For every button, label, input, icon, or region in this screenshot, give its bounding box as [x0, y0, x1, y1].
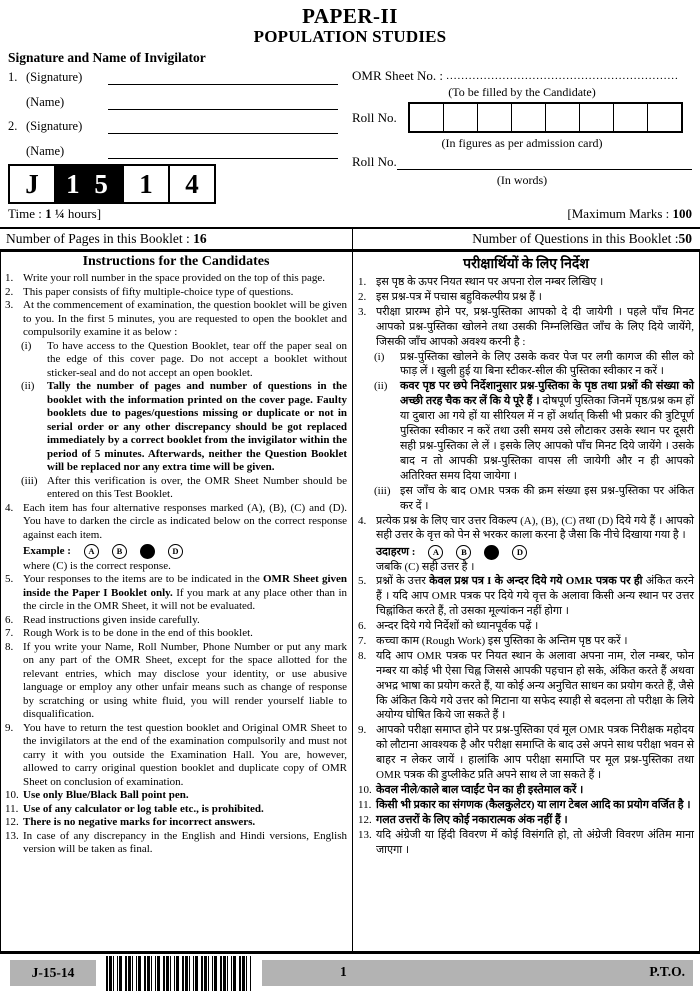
omr-sheet-no-row [352, 68, 692, 84]
item-text: This paper consists of fifty multiple-choice type of questions. [23, 285, 294, 298]
instruction-item [21, 340, 347, 381]
roll-digit-box[interactable] [647, 104, 681, 131]
item-number: 5. [5, 573, 14, 585]
invigilator-name-2 [8, 144, 338, 159]
invigilator-name-1 [8, 95, 338, 110]
item-number: 3. [358, 305, 367, 318]
instruction-item [358, 723, 694, 783]
row-label: (Name) [26, 95, 65, 109]
instructions-list-english [5, 272, 347, 857]
booklet-code-footer: J-15-14 [10, 960, 96, 986]
subject-title: POPULATION STUDIES [253, 27, 447, 46]
instructions-title-english: Instructions for the Candidates [82, 254, 270, 269]
item-number: (i) [21, 339, 32, 352]
instruction-item [358, 798, 694, 813]
instruction-item [358, 574, 694, 619]
instruction-item [358, 290, 694, 305]
item-number: 8. [358, 649, 367, 662]
item-text: There is no negative marks for incorrect answers. [23, 816, 256, 828]
instruction-item [358, 813, 694, 828]
item-number: 5. [358, 575, 367, 588]
instructions-list-hindi [358, 275, 694, 858]
footer-page-strip [262, 960, 693, 986]
item-text: केवल नीले/काले बाल प्वाईंट पेन का ही इस्तेमाल करें । [376, 784, 584, 796]
instruction-item [5, 286, 347, 300]
item-number: 13. [358, 828, 372, 841]
item-text: Read instructions given inside carefully. [23, 613, 200, 626]
item-number: 9. [5, 721, 14, 734]
item-number: 2. [5, 285, 14, 298]
item-text: In case of any discrepancy in the English and Hindi versions, English version will be taken as final. [23, 829, 347, 855]
instruction-item [5, 502, 347, 543]
item-number: 7. [358, 634, 367, 647]
omr-sheet-label: OMR Sheet No. : [352, 68, 443, 83]
roll-words-line[interactable] [397, 155, 692, 170]
answer-option-circle: D [168, 544, 183, 559]
answer-option-circle: A [84, 544, 99, 559]
instruction-item [358, 619, 694, 634]
example-note: जबकि (C) सही उत्तर है । [376, 561, 475, 574]
example-row [376, 544, 694, 560]
instruction-item [358, 305, 694, 350]
instruction-item [374, 350, 694, 380]
invigilator-signature-2 [8, 119, 338, 134]
header-section [0, 0, 700, 252]
row-label: (Signature) [26, 70, 83, 84]
questions-count: Number of Questions in this Booklet : 50 [352, 229, 700, 249]
row-number: 1. [8, 70, 18, 84]
instruction-item [358, 783, 694, 798]
roll-digit-box[interactable] [443, 104, 477, 131]
roll-figures-note: (In figures as per admission card) [441, 136, 603, 150]
name-line[interactable] [108, 95, 338, 110]
item-text: कच्चा काम (Rough Work) इस पुस्तिका के अन्तिम पृष्ठ पर करें । [376, 634, 628, 647]
item-number: 11. [358, 798, 372, 811]
instructions-title-hindi: परीक्षार्थियों के लिए निर्देश [463, 257, 589, 272]
instruction-item [21, 380, 347, 475]
row-label: (Signature) [26, 119, 83, 133]
signature-line[interactable] [108, 119, 338, 134]
instruction-item [5, 803, 347, 817]
roll-digit-box[interactable] [477, 104, 511, 131]
roll-no-words-row [352, 154, 692, 170]
row-label: (Name) [26, 144, 65, 158]
instruction-item [5, 641, 347, 722]
item-text: Your responses to the items are to be indicated in the OMR Sheet given inside the Paper I Booklet only. If you mark at any place other than in the circle in the OMR Sheet, it will not be evaluated. [23, 573, 348, 612]
item-number: 10. [5, 789, 19, 801]
roll-digit-box[interactable] [511, 104, 545, 131]
item-number: 4. [358, 514, 367, 527]
item-number: 6. [5, 613, 14, 626]
instruction-item [5, 627, 347, 641]
filled-answer-circle [484, 545, 499, 560]
item-number: 10. [358, 784, 372, 796]
item-text: परीक्षा प्रारम्भ होने पर, प्रश्न-पुस्तिका आपको दे दी जायेगी । पहले पाँच मिनट आपको प्रश्न-पुस्तिका खोलने तथा उसकी निम्नलिखित जाँच के लिए दिये जायेंगे, जिसकी जाँच आपको अवश्य करनी है : [376, 305, 694, 348]
instruction-item [5, 789, 347, 803]
item-number: (ii) [374, 380, 388, 393]
roll-words-note: (In words) [496, 173, 548, 187]
code-cell: 4 [168, 166, 214, 202]
omr-note: (To be filled by the Candidate) [448, 85, 596, 99]
example-label: Example : [23, 545, 71, 557]
code-cell: 1 [122, 166, 168, 202]
item-text: गलत उत्तरों के लिए कोई नकारात्मक अंक नहीं हैं । [376, 813, 568, 826]
answer-option-circle: B [456, 545, 471, 560]
pto-label: P.T.O. [649, 964, 685, 979]
roll-digit-box[interactable] [545, 104, 579, 131]
instruction-item [358, 634, 694, 649]
item-text: Use only Blue/Black Ball point pen. [23, 789, 189, 801]
maximum-marks: [Maximum Marks : 100 [567, 206, 692, 221]
item-number: (ii) [21, 380, 35, 392]
barcode [106, 956, 252, 991]
roll-no-label: Roll No. [352, 109, 397, 125]
answer-option-circle: A [428, 545, 443, 560]
answer-option-circle: B [112, 544, 127, 559]
item-number: 7. [5, 627, 14, 639]
item-number: (iii) [374, 484, 391, 497]
instruction-item [374, 379, 694, 483]
row-number: 2. [8, 119, 18, 133]
code-cell: 1 5 [54, 166, 122, 202]
footer-bar [0, 956, 700, 992]
item-number: 2. [358, 290, 367, 303]
item-number: 13. [5, 829, 19, 842]
answer-option-circle: D [512, 545, 527, 560]
roll-number-boxes [408, 102, 683, 133]
item-number: (iii) [21, 474, 38, 487]
item-number: 3. [5, 299, 14, 311]
item-text: To have access to the Question Booklet, tear off the paper seal on the edge of this cover page. Do not accept a booklet without sticker-seal and do not accept an open booklet. [47, 339, 347, 379]
item-number: 11. [5, 802, 19, 815]
instructions-english-column [1, 252, 353, 951]
item-text: प्रत्येक प्रश्न के लिए चार उत्तर विकल्प (A), (B), (C) तथा (D) दिये गये हैं । आपको सही उत्तर के वृत्त को पेन से भरकर काला करना है जैसा कि नीचे दिखाया गया है । [376, 514, 694, 542]
item-text: किसी भी प्रकार का संगणक (कैलकुलेटर) या लाग टेबल आदि का प्रयोग वर्जित है । [376, 798, 691, 811]
instruction-item [21, 475, 347, 502]
item-text: आपको परीक्षा समाप्त होने पर प्रश्न-पुस्तिका एवं मूल OMR पत्रक निरीक्षक महोदय को लौटाना आवश्यक है और परीक्षा समाप्ति के बाद उसे अपने साथ परीक्षा भवन से बाहर न लेकर जायें । हालांकि आप परीक्षा समाप्ति पर मूल प्रश्न-पुस्तिका तथा OMR पत्रक की डुप्लीकेट प्रति अपने साथ ले जा सकते हैं । [376, 724, 694, 782]
item-number: 9. [358, 724, 367, 737]
example-row [23, 543, 347, 559]
item-number: 4. [5, 501, 14, 514]
instruction-item [358, 275, 694, 290]
roll-digit-box[interactable] [410, 104, 443, 131]
instruction-item [358, 649, 694, 724]
page-number: 1 [340, 964, 347, 979]
item-text: कवर पृष्ठ पर छपे निर्देशानुसार प्रश्न-पुस्तिका के पृष्ठ तथा प्रश्नों की संख्या को अच्छी तरह चैक कर लें कि ये पूरे हैं । दोषपूर्ण पुस्तिका जिनमें पृष्ठ/प्रश्न कम हों या दुबारा आ गये हों या सीरियल में न हों अर्थात् किसी भी प्रकार की त्रुटिपूर्ण पुस्तिका स्वीकार न करें तथा उसी समय उसे लौटाकर उसके स्थान पर दूसरी सही प्रश्न-पुस्तिका ले लें । इसके लिए आपको पाँच मिनट दिये जायेंगे । उसके बाद न तो आपकी प्रश्न-पुस्तिका वापस ली जायेगी और न ही आपको अतिरिक्त समय दिया जायेगा । [400, 380, 694, 482]
instruction-item [5, 816, 347, 830]
item-text: You have to return the test question booklet and Original OMR Sheet to the invigilators at the end of the examination compulsorily and must not carry it with you outside the Examination Hall. You are, however, allowed to carry original question booklet and duplicate copy of OMR Sheet on conclusion of examination. [23, 721, 347, 788]
item-number: 12. [5, 816, 19, 828]
booklet-code-box [8, 164, 216, 204]
item-text: यदि आप OMR पत्रक पर नियत स्थान के अलावा अपना नाम, रोल नम्बर, फोन नम्बर या कोई भी ऐसा चिह्न जिससे आपकी पहचान हो सके, अंकित करते हैं अथवा अभद्र भाषा का प्रयोग करते हैं, या कोई अन्य अनुचित साधन का प्रयोग करते हैं, जैसे कि अंकित किये गये उत्तर को मिटाना या सफेद स्याही से बदलना तो परीक्षा के लिये अयोग्य घोषित किये जा सकते हैं । [376, 649, 694, 722]
item-text: इस जाँच के बाद OMR पत्रक की क्रम संख्या इस प्रश्न-पुस्तिका पर अंकित कर दें । [400, 484, 694, 512]
instruction-item [5, 830, 347, 857]
filled-answer-circle [140, 544, 155, 559]
item-text: Use of any calculator or log table etc., is prohibited. [23, 802, 264, 815]
item-text: At the commencement of examination, the question booklet will be given to you. In the first 5 minutes, you are requested to open the booklet and compulsorily examine it as below : [23, 299, 347, 338]
name-line[interactable] [108, 144, 338, 159]
roll-no-figures-row [352, 102, 692, 133]
invigilator-signature-1 [8, 70, 338, 85]
item-text: इस प्रश्न-पत्र में पचास बहुविकल्पीय प्रश्न हैं । [376, 290, 542, 303]
item-text: After this verification is over, the OMR Sheet Number should be entered on this Test Booklet. [47, 474, 347, 500]
item-number: 6. [358, 620, 367, 633]
signature-line[interactable] [108, 70, 338, 85]
instruction-item [5, 722, 347, 790]
roll-no-words-label: Roll No. [352, 154, 397, 169]
invigilator-heading: Signature and Name of Invigilator [8, 50, 206, 65]
item-text: इस पृष्ठ के ऊपर नियत स्थान पर अपना रोल नम्बर लिखिए । [376, 276, 604, 288]
item-text: Each item has four alternative responses marked (A), (B), (C) and (D). You have to darken the circle as indicated below on the correct response against each item. [23, 501, 347, 541]
time-allowed: Time : 1 ¼ hours] [8, 206, 102, 221]
code-cell: J [25, 168, 39, 199]
item-number: 8. [5, 640, 14, 653]
item-number: (i) [374, 350, 385, 363]
roll-digit-box[interactable] [579, 104, 613, 131]
item-number: 1. [5, 272, 14, 284]
instruction-item [5, 272, 347, 286]
item-text: Tally the number of pages and number of questions in the booklet with the information printed on the cover page. Faulty booklets due to pages/questions missing or duplicate or not in serial order or any other discrepancy should be got replaced immediately by a correct booklet from the invigilator within the period of 5 minutes. Afterwards, neither the Question Booklet will be replaced nor any extra time will be given. [47, 380, 347, 473]
pages-count: Number of Pages in this Booklet : 16 [6, 231, 207, 246]
instruction-item [374, 484, 694, 514]
item-text: अन्दर दिये गये निर्देशों को ध्यानपूर्वक पढ़ें । [376, 620, 539, 633]
item-text: प्रश्नों के उत्तर केवल प्रश्न पत्र I के अन्दर दिये गये OMR पत्रक पर ही अंकित करने हैं । यदि आप OMR पत्रक पर दिये गये वृत्त के अलावा किसी अन्य स्थान पर उत्तर चिह्नांकित करते हैं, तो उसका मूल्यांकन नहीं होगा । [376, 575, 694, 618]
instruction-item [358, 514, 694, 544]
instruction-item [5, 573, 347, 614]
item-text: यदि अंग्रेजी या हिंदी विवरण में कोई विसंगति हो, तो अंग्रेजी विवरण अंतिम माना जाएगा । [376, 828, 694, 856]
item-text: If you write your Name, Roll Number, Phone Number or put any mark on any part of the OMR Sheet, except for the space allotted for the relevant entries, which may disclose your identity, or use abusive language or employ any other unfair means such as change of response by scratching or using white fluid, you will render yourself liable to disqualification. [23, 640, 347, 720]
instructions-hindi-column [353, 252, 699, 951]
instructions-section [0, 252, 700, 954]
instruction-item [5, 614, 347, 628]
omr-sheet-entry-line[interactable]: .............................................................. [446, 70, 679, 82]
example-note: where (C) is the correct response. [23, 560, 171, 572]
item-text: Rough Work is to be done in the end of this booklet. [23, 627, 253, 639]
instruction-item [5, 299, 347, 340]
item-text: Write your roll number in the space provided on the top of this page. [23, 272, 325, 284]
paper-title: PAPER-II [302, 4, 398, 28]
instruction-item [358, 828, 694, 858]
example-label: उदाहरण : [376, 546, 416, 559]
roll-digit-box[interactable] [613, 104, 647, 131]
booklet-info-row [0, 227, 700, 252]
item-number: 12. [358, 813, 372, 826]
item-number: 1. [358, 276, 367, 288]
item-text: प्रश्न-पुस्तिका खोलने के लिए उसके कवर पेज पर लगी कागज की सील को फाड़ लें । खुली हुई या बिना स्टीकर-सील की पुस्तिका स्वीकार न करें । [400, 350, 694, 378]
